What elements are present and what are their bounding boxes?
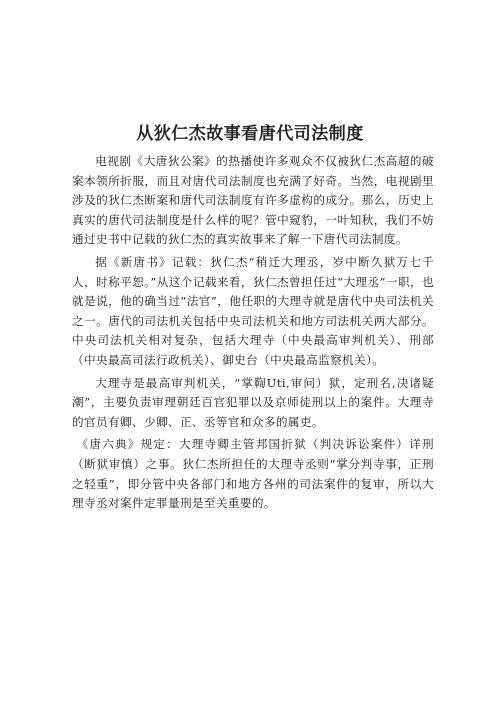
paragraph-4: 《唐六典》规定：大理寺卿主管邦国折狱（判决诉讼案件）详刑（断狱审慎）之事。狄仁杰所担任的大理寺丞则“掌分判寺事，正刑之轻重”，即分管中央各部门和地方各州的司法案件的复审，所以大理寺丞对案件定罪量刑是至关重要的。: [72, 437, 434, 511]
paragraph-2: 据《新唐书》记载：狄仁杰“稍迁大理丞，岁中断久狱万七千人，时称平恕。”从这个记载来看，狄仁杰曾担任过“大理丞”一职，也就是说，他的确当过“法官”，他任职的大理寺就是唐代中央司法机关之一。唐代的司法机关包括中央司法机关和地方司法机关两大部分。中央司法机关相对复杂，包括大理寺（中央最高审判机关）、刑部（中央最高司法行政机关）、御史台（中央最高监察机关）。: [72, 254, 434, 367]
document-body: [72, 152, 434, 517]
paragraph-3: 大理寺是最高审判机关，“掌鞫Uti,审问）狱，定刑名,决诸疑潮”，主要负责审理朝廷百官犯罪以及京师徒刑以上的案件。大理寺的官员有卿、少卿、正、丞等官和众多的属吏。: [72, 375, 434, 429]
paragraph-1: 电视剧《大唐狄公案》的热播使许多观众不仅被狄仁杰高超的破案本领所折服，而且对唐代司法制度也充满了好奇。当然，电视剧里涉及的狄仁杰断案和唐代司法制度有许多虚构的成分。那么，历史上真实的唐代司法制度是什么样的呢？管中窥豹，一叶知秋，我们不妨通过史书中记载的狄仁杰的真实故事来了解一下唐代司法制度。: [72, 154, 434, 247]
document-title: 从狄仁杰故事看唐代司法制度: [136, 124, 364, 144]
